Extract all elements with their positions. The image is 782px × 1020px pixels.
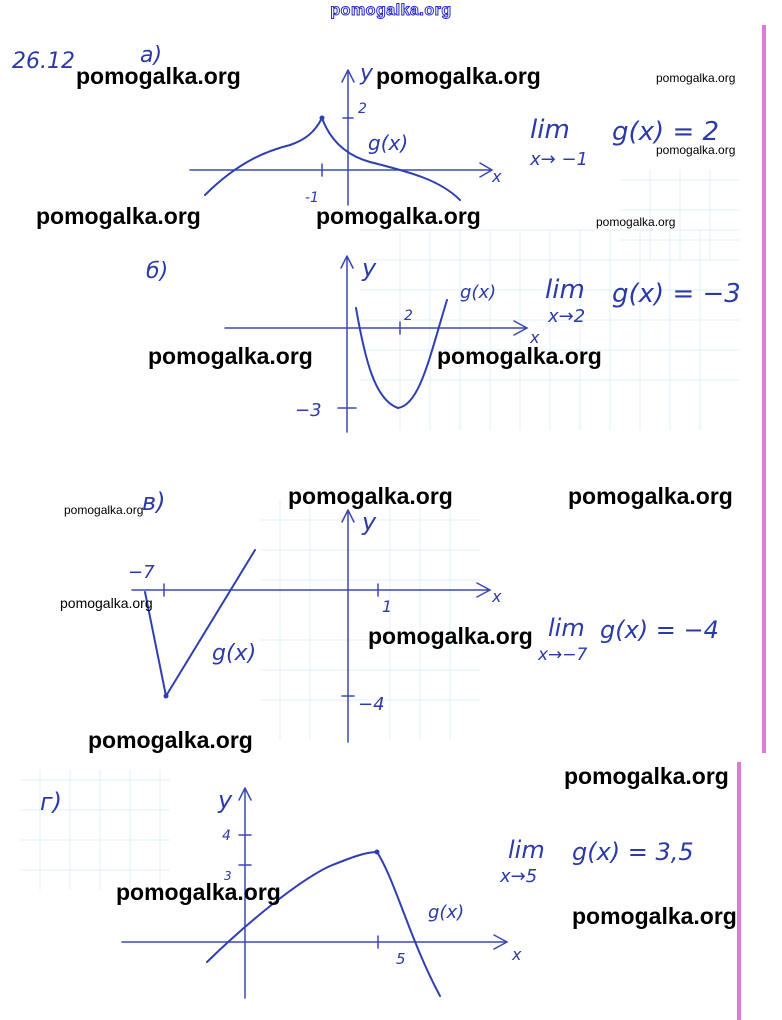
part-a-tick-neg1-label: -1 — [305, 190, 319, 206]
part-c-y-axis — [342, 510, 354, 742]
watermark-text: pomogalka.org — [656, 143, 736, 157]
part-c-y-label: y — [362, 508, 377, 536]
part-a-x-label: x — [492, 167, 502, 186]
watermark-text: pomogalka.org — [568, 483, 733, 509]
watermark-text: pomogalka.org — [64, 503, 144, 517]
header-watermark: pomogalka.org — [330, 2, 452, 19]
watermark-text: pomogalka.org — [564, 763, 729, 789]
part-a-lim-word: lim — [530, 115, 570, 145]
part-a-letter: а) — [140, 43, 163, 68]
part-a-y-axis — [342, 70, 354, 205]
part-b-x-axis — [225, 321, 527, 335]
part-a-curve-left — [205, 118, 322, 195]
part-d-curve-fall — [377, 852, 440, 996]
watermark-text: pomogalka.org — [76, 63, 241, 89]
part-d-x-label: x — [512, 945, 522, 964]
part-d-lim-rhs: g(x) = 3,5 — [572, 838, 694, 866]
part-a-lim-sub: x→ −1 — [530, 149, 588, 170]
part-b-tick-2-label: 2 — [404, 308, 413, 324]
part-d-lim-sub: x→5 — [500, 866, 538, 887]
part-d-letter: г) — [40, 788, 62, 816]
part-c-lim-rhs: g(x) = −4 — [600, 616, 719, 644]
problem-number: 26.12 — [12, 49, 75, 74]
part-a-y-label: y — [360, 61, 374, 86]
part-d-peak-point — [375, 850, 380, 855]
watermark-text: pomogalka.org — [60, 595, 153, 611]
part-c-lim-word: lim — [548, 614, 585, 642]
part-d-curve-label: g(x) — [428, 902, 465, 923]
part-c-letter: в) — [142, 488, 166, 516]
part-c-tick-neg4-label: −4 — [358, 694, 385, 715]
part-c-vertex-point — [164, 694, 169, 699]
watermark-text: pomogalka.org — [288, 483, 453, 509]
part-a-tick-2-label: 2 — [358, 101, 367, 117]
part-b-parabola — [356, 300, 447, 408]
part-d-tick-3-label: 3 — [224, 869, 232, 883]
part-a-lim-rhs: g(x) = 2 — [612, 117, 720, 147]
part-c-x-axis — [132, 583, 490, 597]
part-c-curve-label: g(x) — [212, 641, 257, 666]
watermark-text: pomogalka.org — [316, 203, 481, 229]
watermark-text: pomogalka.org — [437, 343, 602, 369]
part-d-lim-word: lim — [508, 836, 545, 864]
part-b-x-label: x — [530, 328, 540, 347]
watermark-text: pomogalka.org — [596, 215, 676, 229]
part-b-y-label: y — [362, 254, 377, 282]
part-b-y-axis — [341, 256, 353, 432]
watermark-text: pomogalka.org — [148, 343, 313, 369]
part-c-tick-neg7-label: −7 — [128, 562, 155, 583]
watermark-text: pomogalka.org — [572, 903, 737, 929]
watermark-text: pomogalka.org — [656, 71, 736, 85]
watermark-text: pomogalka.org — [88, 727, 253, 753]
part-b-lim-sub: x→2 — [548, 306, 586, 327]
part-c-line-right — [166, 550, 255, 696]
part-d-curve-rise — [207, 852, 377, 962]
watermark-text: pomogalka.org — [376, 63, 541, 89]
part-a-cusp-point — [320, 116, 325, 121]
part-b-lim-rhs: g(x) = −3 — [612, 279, 741, 309]
part-d-x-axis — [122, 935, 507, 949]
part-d-tick-4-label: 4 — [222, 828, 231, 844]
watermark-text: pomogalka.org — [368, 623, 533, 649]
part-b-curve-label: g(x) — [460, 282, 497, 303]
watermark-text: pomogalka.org — [36, 203, 201, 229]
part-c-lim-sub: x→−7 — [538, 645, 588, 665]
part-c-x-label: x — [492, 587, 502, 606]
part-c-tick-1-label: 1 — [382, 597, 393, 616]
part-b-tick-neg3-label: −3 — [295, 400, 322, 421]
part-a-curve-label: g(x) — [368, 131, 409, 155]
part-d-y-label: y — [218, 786, 233, 814]
part-b-letter: б) — [146, 259, 169, 284]
part-c — [128, 488, 719, 742]
part-d-tick-5-label: 5 — [396, 950, 406, 968]
part-b-lim-word: lim — [545, 275, 585, 305]
watermark-text: pomogalka.org — [116, 879, 281, 905]
